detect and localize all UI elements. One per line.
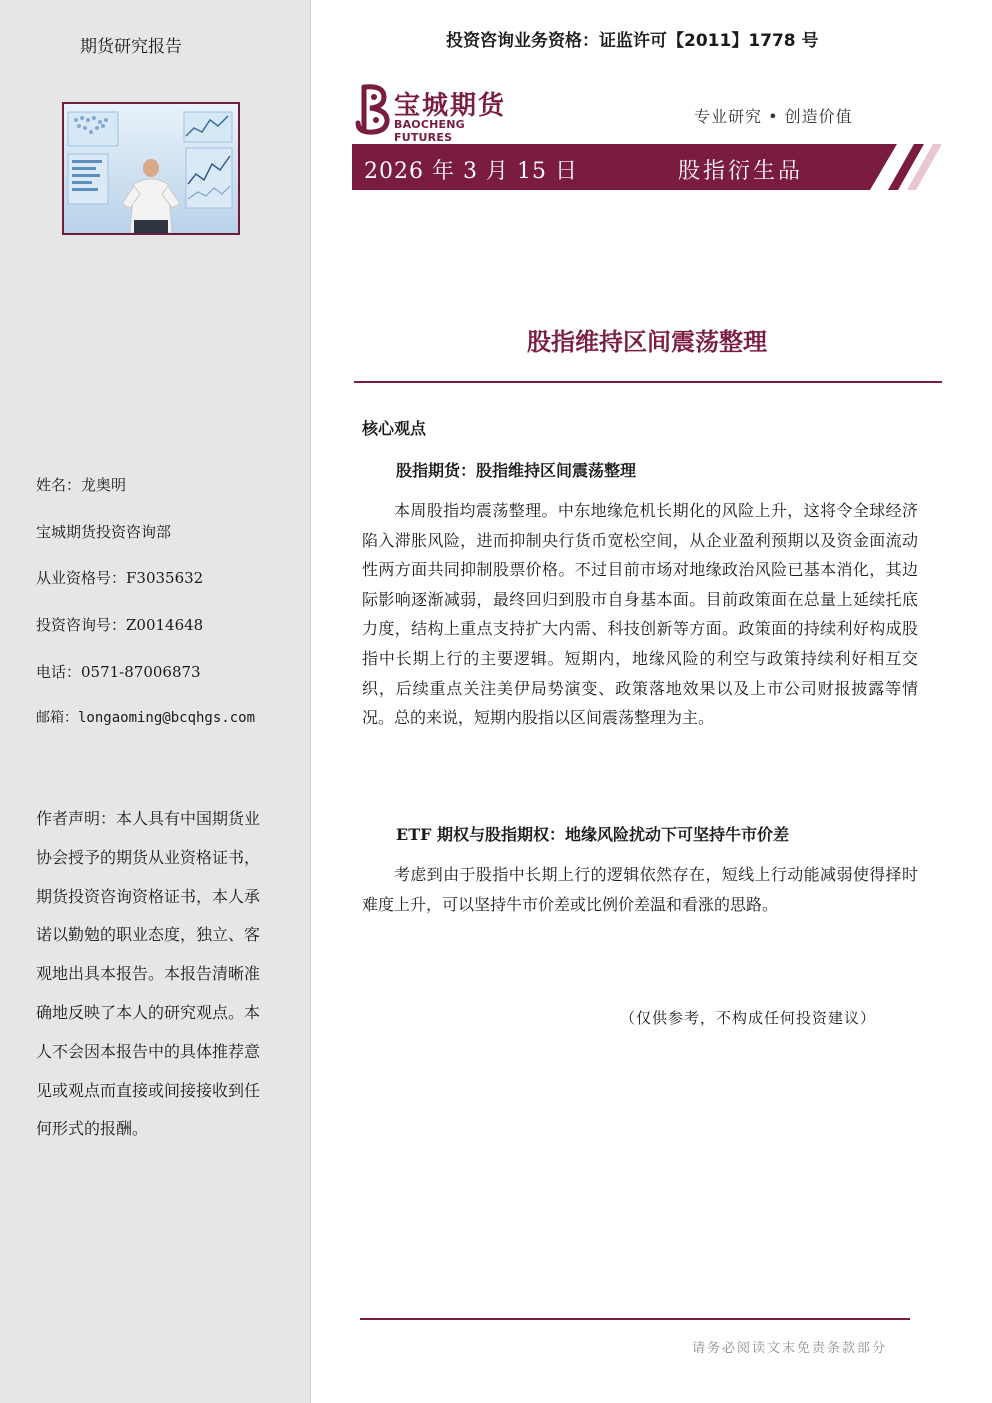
author-department: 宝城期货投资咨询部 — [36, 522, 172, 541]
section-heading-options: ETF 期权与股指期权：地缘风险扰动下可坚持牛市价差 — [396, 825, 790, 844]
title-divider — [354, 381, 942, 383]
author-info — [36, 474, 255, 754]
report-category: 股指衍生品 — [678, 159, 804, 184]
author-qualification: 从业资格号：F3035632 — [36, 569, 204, 588]
footer-divider — [360, 1318, 910, 1320]
section-body-index-futures: 本周股指均震荡整理。中东地缘危机长期化的风险上升，这将令全球经济陷入滞胀风险，进而抑制央行货币宽松空间，从企业盈利预期以及资金面流动性两方面共同抑制股票价格。不过目前市场对地缘政治风险已基本消化，其边际影响逐渐减弱，最终回归到股市自身基本面。目前政策面在总量上延续托底力度，结构上重点支持扩大内需、科技创新等方面。政策面的持续利好构成股指中长期上行的主要逻辑。短期内，地缘风险的利空与政策持续利好相互交织，后续重点关注美伊局势演变、政策落地效果以及上市公司财报披露等情况。总的来说，短期内股指以区间震荡整理为主。 — [362, 501, 918, 728]
logo-english-name: BAOCHENG FUTURES — [394, 118, 465, 144]
logo-chinese-name: 宝城期货 — [394, 91, 507, 121]
author-email[interactable]: 邮箱：longaoming@bcqhgs.com — [36, 710, 256, 727]
license-statement: 投资咨询业务资格：证监许可【2011】1778 号 — [446, 31, 819, 51]
core-viewpoint-label: 核心观点 — [362, 419, 427, 438]
reference-note: （仅供参考，不构成任何投资建议） — [620, 1009, 877, 1027]
sidebar — [0, 0, 311, 1403]
slogan: 专业研究 • 创造价值 — [694, 107, 853, 126]
section-heading-index-futures: 股指期货：股指维持区间震荡整理 — [396, 461, 637, 480]
footer-disclaimer-note: 请务必阅读文末免责条款部分 — [692, 1341, 888, 1356]
date-category-banner — [352, 144, 942, 190]
report-type-label: 期货研究报告 — [80, 37, 182, 57]
baocheng-logo-mark-icon — [354, 83, 392, 135]
report-title: 股指维持区间震荡整理 — [527, 328, 767, 356]
author-disclaimer: 作者声明：本人具有中国期货业协会授予的期货从业资格证书，期货投资咨询资格证书，本人承诺以勤勉的职业态度，独立、客观地出具本报告。本报告清晰准确地反映了本人的研究观点。本人不会因本报告中的具体推荐意见或观点而直接或间接接收到任何形式的报酬。 — [36, 809, 261, 1139]
cover-image — [62, 102, 240, 235]
company-logo — [354, 83, 524, 144]
author-name: 姓名：龙奥明 — [36, 476, 127, 494]
report-date: 2026 年 3 月 15 日 — [364, 159, 578, 184]
author-consult-number: 投资咨询号：Z0014648 — [36, 616, 204, 635]
section-body-options: 考虑到由于股指中长期上行的逻辑依然存在，短线上行动能减弱使得择时难度上升，可以坚持牛市价差或比例价差温和看涨的思路。 — [362, 865, 918, 914]
businessman-viewing-data-screens-icon — [64, 104, 238, 233]
author-phone: 电话：0571-87006873 — [36, 662, 201, 681]
